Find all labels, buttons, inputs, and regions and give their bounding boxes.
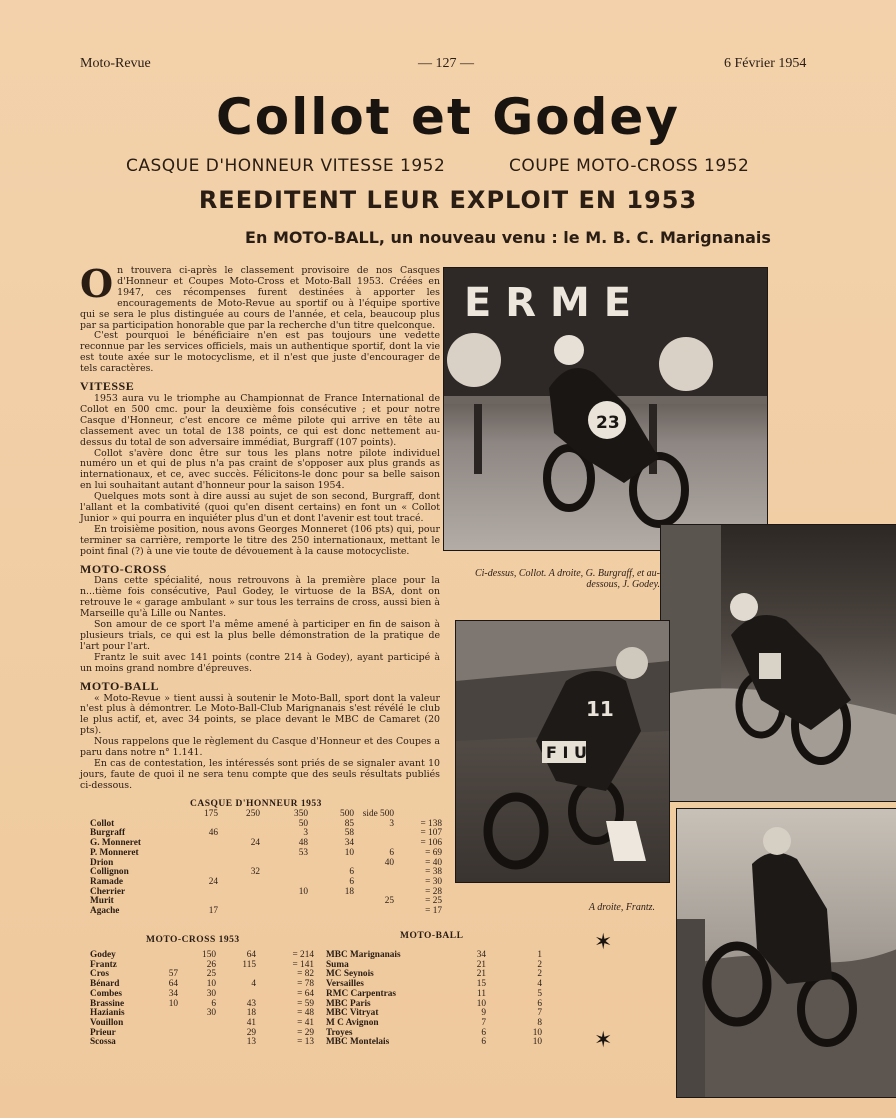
row-value: = 138 <box>420 818 442 829</box>
row-value <box>356 829 396 839</box>
row-value: 26 <box>206 959 216 970</box>
row-value: = 214 <box>292 950 314 960</box>
casque-table <box>88 810 444 917</box>
row-value: = 64 <box>297 988 314 999</box>
photo-burgraff <box>660 524 896 802</box>
row-value: 150 <box>202 950 216 960</box>
row-value: 6 <box>349 867 354 878</box>
row-value: 64 <box>246 950 256 960</box>
row-name: P. Monneret <box>90 847 139 858</box>
row-value: 4 <box>251 979 256 990</box>
row-value <box>262 907 310 917</box>
row-value: 50 <box>298 818 308 829</box>
article-column <box>80 261 440 792</box>
row-value: = 38 <box>425 867 442 878</box>
page-title: Collot et Godey <box>216 88 680 146</box>
row-value: 6 <box>481 1037 486 1048</box>
row-value: 11 <box>477 988 486 999</box>
table-row <box>88 897 444 907</box>
vitesse-paragraph: En troisième position, nous avons Georges Monneret (106 pts) qui, pour terminer sa carrière, remporte le titre des 250 internationaux, mettant le point final (?) à une vie toute de dévouement à la cause motocycliste. <box>80 523 440 557</box>
table-row <box>88 1029 316 1039</box>
vitesse-paragraph: 1953 aura vu le triomphe au Championnat de France International de Collot en 500 cmc. pour la deuxième fois consécutive ; et pour notre Casque d'Honneur, c'est encore ce même pilote qui arrive en tête au classement avec un total de 138 points, ce qui est donc nettement au-dessus du total de son adversaire immédiat, Burgraff (107 points). <box>80 392 440 448</box>
ball-table-title: MOTO-BALL <box>400 931 464 941</box>
row-value <box>220 849 262 859</box>
table-row <box>88 951 316 961</box>
row-name: RMC Carpentras <box>326 988 396 999</box>
row-value: 2 <box>537 969 542 980</box>
vitesse-paragraph: Collot s'avère donc être sur tous les plans notre pilote individuel numéro un et qui de plus n'a pas craint de s'opposer aux plus grands as internationaux, et ce, avec succès. Félicitons-le donc pour sa belle saison en lui souhaitant autant d'honneur pour la saison 1954. <box>80 447 440 492</box>
table-row <box>88 868 444 878</box>
row-value: 15 <box>476 979 486 990</box>
row-value <box>220 907 262 917</box>
row-value: = 28 <box>425 886 442 897</box>
row-value: 57 <box>168 969 178 980</box>
row-name: Godey <box>90 950 116 960</box>
motoball-paragraph: En cas de contestation, les intéressés sont priés de se signaler avant 10 jours, faute de quoi il ne sera tenu compte que des seuls résultats publiés ci-dessous. <box>80 757 440 791</box>
row-value: 25 <box>206 969 216 980</box>
motoball-paragraph: « Moto-Revue » tient aussi à soutenir le Moto-Ball, sport dont la valeur n'est plus à démontrer. Le Moto-Ball-Club Marignanais s'est révélé le club le plus actif, et, avec 34 points, se place devant le MBC de Camaret (20 pts). <box>80 692 440 737</box>
row-value: 10 <box>298 886 308 897</box>
row-name: Bénard <box>90 979 120 990</box>
row-value: = 41 <box>297 1017 314 1028</box>
row-name: Suma <box>326 959 349 970</box>
row-value <box>220 897 262 907</box>
row-value <box>152 1009 180 1019</box>
deck: En MOTO-BALL, un nouveau venu : le M. B. C. Marignanais <box>245 228 771 247</box>
vitesse-paragraph: Quelques mots sont à dire aussi au sujet de son second, Burgraff, dont l'allant et la combativité (quoi qu'en disent certains) en font un « Collot Junior » qui pourra en inquiéter plus d'un et dont l'avenir est tout tracé. <box>80 491 440 524</box>
photo-godey-art <box>456 621 669 882</box>
row-name: Agache <box>90 906 120 917</box>
table-row <box>88 907 444 917</box>
row-value: 32 <box>250 867 260 878</box>
motocross-paragraph: Frantz le suit avec 141 points (contre 214 à Godey), ayant participé à un moins grand nombre d'épreuves. <box>80 651 440 674</box>
row-value: 6 <box>211 998 216 1009</box>
photo-frantz-art <box>677 809 896 1097</box>
row-value: 53 <box>298 847 308 858</box>
row-value: 9 <box>481 1008 486 1019</box>
row-value <box>180 1019 218 1029</box>
photo-collot-art <box>444 268 767 550</box>
row-value <box>356 868 396 878</box>
row-value <box>152 1029 180 1039</box>
table-row <box>88 859 444 869</box>
vitesse-heading: VITESSE <box>80 379 135 394</box>
col-header: 250 <box>246 809 260 819</box>
cross-table <box>88 951 316 1048</box>
table-row <box>88 970 316 980</box>
row-value: 10 <box>532 1037 542 1048</box>
row-value: 46 <box>208 828 218 839</box>
row-name: G. Monneret <box>90 838 141 849</box>
casque-table-title: CASQUE D'HONNEUR 1953 <box>190 799 322 809</box>
row-name: Scossa <box>90 1037 116 1048</box>
row-value: 5 <box>537 988 542 999</box>
row-value: = 29 <box>297 1027 314 1038</box>
row-value: 18 <box>246 1008 256 1019</box>
motocross-heading: MOTO-CROSS <box>80 561 167 576</box>
row-value: 10 <box>532 1027 542 1038</box>
dropcap: O <box>80 261 114 306</box>
row-value: 2 <box>537 959 542 970</box>
row-name: Versailles <box>326 979 364 990</box>
row-value: = 40 <box>425 857 442 868</box>
row-name: Collignon <box>90 867 129 878</box>
headline: REEDITENT LEUR EXPLOIT EN 1953 <box>198 186 698 214</box>
row-value <box>188 888 220 898</box>
row-value: 3 <box>389 818 394 829</box>
photo-frantz <box>676 808 896 1098</box>
table-row <box>88 980 316 990</box>
crosser-number: 11 <box>586 697 614 721</box>
row-value: 34 <box>344 838 354 849</box>
row-name: Ramade <box>90 876 124 887</box>
row-value: 10 <box>344 847 354 858</box>
intro-paragraph-2: C'est pourquoi le bénéficiaire n'en est pas toujours une vedette reconnue par les services officiels, mais un authentique sportif, dont la vie est toute axée sur le motocyclisme, et il n'est que juste d'encourager de tels caractères. <box>80 330 440 375</box>
row-name: Burgraff <box>90 828 126 839</box>
row-name: Brassine <box>90 998 125 1009</box>
star-ornament-icon: ✶ <box>594 1028 613 1053</box>
header-magazine-name: Moto-Revue <box>80 56 151 71</box>
cross-table-title: MOTO-CROSS 1953 <box>146 935 240 945</box>
row-name: Murit <box>90 896 114 907</box>
table-row <box>324 951 544 961</box>
row-name: Vouillon <box>90 1017 124 1028</box>
row-value: = 48 <box>297 1008 314 1019</box>
racer-number: 23 <box>596 413 620 433</box>
row-value: = 106 <box>420 838 442 849</box>
row-value <box>262 859 310 869</box>
row-value: 34 <box>168 988 178 999</box>
row-value <box>356 907 396 917</box>
row-value <box>220 820 262 830</box>
table-row <box>88 961 316 971</box>
row-value: 7 <box>481 1017 486 1028</box>
row-value: 6 <box>389 847 394 858</box>
motoball-heading: MOTO-BALL <box>80 678 159 693</box>
row-value <box>152 951 180 961</box>
row-value: = 107 <box>420 828 442 839</box>
table-row <box>88 878 444 888</box>
photo-godey <box>455 620 670 883</box>
photo-collot <box>443 267 768 551</box>
row-name: Frantz <box>90 959 117 970</box>
row-name: Combes <box>90 988 123 999</box>
row-name: MBC Vitryat <box>326 1008 379 1019</box>
row-name: Collot <box>90 818 115 829</box>
row-name: Hazianis <box>90 1008 125 1019</box>
row-value: 24 <box>208 876 218 887</box>
col-header: 350 <box>294 809 308 819</box>
row-value: 21 <box>476 969 486 980</box>
ball-table <box>324 951 544 1048</box>
row-value <box>180 1038 218 1048</box>
row-value: = 13 <box>297 1037 314 1048</box>
row-value: = 78 <box>297 979 314 990</box>
star-ornament-icon: ✶ <box>594 930 613 955</box>
table-row <box>88 1038 316 1048</box>
col-header: 175 <box>204 809 218 819</box>
row-value <box>220 878 262 888</box>
row-value <box>310 907 356 917</box>
row-value: = 30 <box>425 876 442 887</box>
row-value: = 59 <box>297 998 314 1009</box>
photo-burgraff-art <box>661 525 896 801</box>
row-value: 25 <box>384 896 394 907</box>
row-value: 64 <box>168 979 178 990</box>
row-value: 8 <box>537 1017 542 1028</box>
row-value <box>152 1019 180 1029</box>
row-name: Cros <box>90 969 109 980</box>
row-value <box>188 849 220 859</box>
row-name: M C Avignon <box>326 1017 379 1028</box>
motocross-paragraph: Son amour de ce sport l'a même amené à participer en fin de saison à plusieurs trials, ce qui est la plus belle démonstration de la pratique de l'art pour l'art. <box>80 619 440 652</box>
row-value: 21 <box>476 959 486 970</box>
row-name: Prieur <box>90 1027 116 1038</box>
col-header: side 500 <box>362 809 394 819</box>
row-value: = 25 <box>425 896 442 907</box>
row-value <box>188 839 220 849</box>
caption-top: Ci-dessus, Collot. A droite, G. Burgraff, et au-dessous, J. Godey. <box>474 568 660 590</box>
row-value: 10 <box>168 998 178 1009</box>
row-value: 6 <box>349 876 354 887</box>
row-value <box>262 897 310 907</box>
row-value <box>220 888 262 898</box>
subtitle-right: COUPE MOTO-CROSS 1952 <box>509 156 750 176</box>
table-row <box>88 1019 316 1029</box>
row-value: 29 <box>246 1027 256 1038</box>
row-value: 10 <box>476 998 486 1009</box>
row-value: 10 <box>206 979 216 990</box>
row-value <box>180 1029 218 1039</box>
row-value: 34 <box>476 950 486 960</box>
row-value <box>356 878 396 888</box>
row-name: Cherrier <box>90 886 126 897</box>
table-row <box>324 1038 544 1048</box>
table-row <box>324 1019 544 1029</box>
row-value: 1 <box>537 950 542 960</box>
row-value: 30 <box>206 1008 216 1019</box>
row-value: = 17 <box>425 906 442 917</box>
row-name: MBC Paris <box>326 998 371 1009</box>
col-header: 500 <box>340 809 354 819</box>
caption-frantz: A droite, Frantz. <box>588 902 655 913</box>
row-value: 4 <box>537 979 542 990</box>
motocross-paragraph: Dans cette spécialité, nous retrouvons à la première place pour la n...tième fois consécutive, Paul Godey, le virtuose de la BSA, dont on retrouve le « garage ambulant » sur tous les terrains de cross, aussi bien à Marseille qu'à Lille ou Nantes. <box>80 575 440 620</box>
row-value: 18 <box>344 886 354 897</box>
row-value: 13 <box>246 1037 256 1048</box>
table-row <box>88 829 444 839</box>
row-name: MC Seynois <box>326 969 374 980</box>
row-value: 6 <box>537 998 542 1009</box>
row-value: 115 <box>242 959 256 970</box>
row-value <box>152 1038 180 1048</box>
row-value: 85 <box>344 818 354 829</box>
row-value: 40 <box>384 857 394 868</box>
row-value <box>310 897 356 907</box>
intro-paragraph: n trouvera ci-après le classement provisoire de nos Casques d'Honneur et Coupes Moto-Cross et Moto-Ball 1953. Créées en 1947, ces récompenses furent destinées à apporter les encouragements de Moto-Revue au sportif ou à l'équipe sportive qui se sera le plus distinguée au cours de l'année, et cela, beaucoup plus par sa participation honorable que par la recherche d'un titre quelconque. <box>80 265 440 331</box>
banner-text: E R M E <box>464 280 632 326</box>
subtitle-left: CASQUE D'HONNEUR VITESSE 1952 <box>126 156 446 176</box>
row-value: 58 <box>344 828 354 839</box>
row-name: Drion <box>90 857 114 868</box>
row-value: = 69 <box>425 847 442 858</box>
row-value: 24 <box>250 838 260 849</box>
row-value <box>262 868 310 878</box>
row-value: = 82 <box>297 969 314 980</box>
crosser-plate: F I U <box>546 743 588 762</box>
header-page-number: — 127 — <box>418 56 474 71</box>
row-name: MBC Marignanais <box>326 950 401 960</box>
header-date: 6 Février 1954 <box>724 56 807 71</box>
row-value: 6 <box>481 1027 486 1038</box>
row-value: 3 <box>303 828 308 839</box>
row-value: 17 <box>208 906 218 917</box>
row-name: Troyes <box>326 1027 353 1038</box>
row-value <box>188 859 220 869</box>
row-value: 48 <box>298 838 308 849</box>
row-value: 30 <box>206 988 216 999</box>
row-value: 7 <box>537 1008 542 1019</box>
row-name: MBC Montelais <box>326 1037 390 1048</box>
row-value: 43 <box>246 998 256 1009</box>
row-value: 41 <box>246 1017 256 1028</box>
table-row <box>88 820 444 830</box>
motoball-paragraph: Nous rappelons que le règlement du Casque d'Honneur et des Coupes a paru dans notre n° 1.141. <box>80 736 440 759</box>
row-value: = 141 <box>292 959 314 970</box>
